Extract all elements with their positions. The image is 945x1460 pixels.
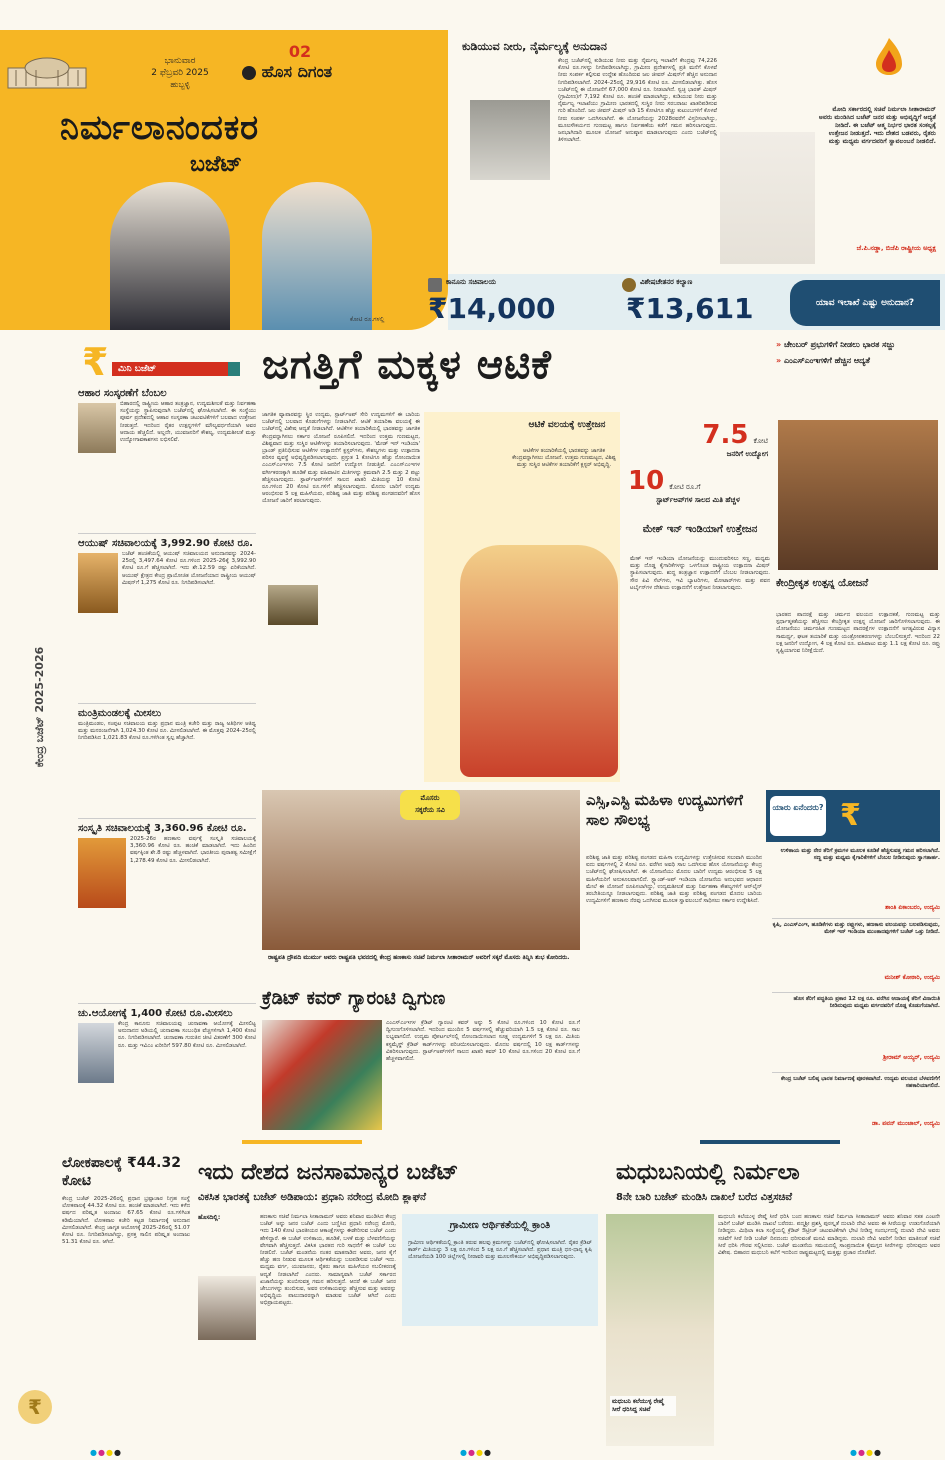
disability-icon: [622, 278, 636, 292]
print-dots: ●●●●: [460, 1448, 492, 1457]
bullet-icon: »: [776, 340, 784, 349]
print-dots: ●●●●: [90, 1448, 122, 1457]
reaction-item: [772, 848, 940, 919]
reactions-label: ಯಾರು ಏನೆಂದರು?: [770, 796, 826, 836]
stat1-value: 7.5: [702, 420, 749, 450]
scheme-body: ಭಾರತದ ಪಾದರಕ್ಷೆ ಮತ್ತು ಚರ್ಮದ ವಲಯದ ಉತ್ಪಾದಕತೆ, ಗುಣಮಟ್ಟ ಮತ್ತು ಸ್ಪರ್ಧಾತ್ಮಕತೆಯನ್ನು ಹೆಚ್ಚಿಸಲು ಕೇಂದ್ರೀಕೃತ ಉತ್ಪನ್ನ ಯೋಜನೆ ಜಾರಿಗೊಳಿಸಲಾಗುವುದು. ಈ ಯೋಜನೆಯು ಚರ್ಮರಹಿತ ಗುಣಮಟ್ಟದ ಪಾದರಕ್ಷೆಗಳ ಉತ್ಪಾದನೆಗೆ ಅಗತ್ಯವಿರುವ ವಿನ್ಯಾಸ ಸಾಮರ್ಥ್ಯ, ಘಟಕ ತಯಾರಿಕೆ ಮತ್ತು ಯಂತ್ರೋಪಕರಣಗಳನ್ನು ಬೆಂಬಲಿಸುತ್ತದೆ. ಇದರಿಂದ 22 ಲಕ್ಷ ಜನರಿಗೆ ಉದ್ಯೋಗ, 4 ಲಕ್ಷ ಕೋಟಿ ರೂ. ವಹಿವಾಟು ಮತ್ತು 1.1 ಲಕ್ಷ ಕೋಟಿ ರೂ. ರಫ್ತು ಸೃಷ್ಟಿಯಾಗುವ ನಿರೀಕ್ಷೆಯಿದೆ.: [776, 612, 940, 655]
bullet-text: ಚೇಂಬರ್ ಪ್ರಭುಗಳಿಗೆ ನೀಡಲು ಭಾರತ ಸಜ್ಜು: [783, 340, 895, 349]
date-label: 2 ಫೆಬ್ರವರಿ 2025: [151, 68, 209, 78]
side-bullets: [776, 340, 940, 366]
reaction-item: [772, 993, 940, 1073]
people-dateline: ಹೊಸದಿಲ್ಲಿ:: [198, 1214, 221, 1221]
water-tap-photo: [470, 100, 550, 180]
people-headline: ಇದು ದೇಶದ ಜನಸಾಮಾನ್ಯರ ಬಜೆಟ್: [198, 1160, 459, 1185]
mini-item: [78, 819, 256, 1004]
reaction-item: [772, 919, 940, 993]
mini-item: [78, 1004, 256, 1133]
mini-budget-tab: [228, 362, 240, 376]
people-body: ಹಣಕಾಸು ಸಚಿವೆ ನಿರ್ಮಲಾ ಸೀತಾರಾಮನ್ ಅವರು ಶನಿವಾರ ಮಂಡಿಸಿದ ಕೇಂದ್ರ ಬಜೆಟ್ ಅನ್ನು ಜನರ ಬಜೆಟ್ ಎಂದು ಬಣ್ಣಿಸಿದ ಪ್ರಧಾನಿ ನರೇಂದ್ರ ಮೋದಿ, ಇದು 140 ಕೋಟಿ ಭಾರತೀಯರ ಆಕಾಂಕ್ಷೆಗಳನ್ನು ಈಡೇರಿಸುವ ಬಜೆಟ್ ಎಂದು ಹೇಳಿದ್ದಾರೆ. ಈ ಬಜೆಟ್ ಉಳಿತಾಯ, ಹೂಡಿಕೆ, ಬಳಕೆ ಮತ್ತು ಬೆಳವಣಿಗೆಯನ್ನು ವೇಗವಾಗಿ ಹೆಚ್ಚಿಸುತ್ತದೆ. ವಿಕಸಿತ ಭಾರತದ ಗುರಿ ಸಾಧನೆಗೆ ಈ ಬಜೆಟ್ ಬಲ ನೀಡಲಿದೆ. ಬಜೆಟ್ ಮಂಡನೆಯ ನಂತರ ಮಾತನಾಡಿದ ಅವರು, ಜನರ ಕೈಗೆ ಹೆಚ್ಚು ಹಣ ನೀಡುವ ಮೂಲಕ ಆರ್ಥಿಕತೆಯನ್ನು ಬಲಪಡಿಸುವ ಬಜೆಟ್ ಇದು. ಮಧ್ಯಮ ವರ್ಗ, ಯುವಜನರು, ರೈತರು ಹಾಗೂ ಮಹಿಳೆಯರ ಸಬಲೀಕರಣಕ್ಕೆ ಆದ್ಯತೆ ನೀಡಲಾಗಿದೆ ಎಂದರು. ಸಾಮಾನ್ಯವಾಗಿ ಬಜೆಟ್ ಸರ್ಕಾರದ ಖಜಾನೆಯನ್ನು ತುಂಬಿಸುವತ್ತ ಗಮನ ಹರಿಸುತ್ತದೆ. ಆದರೆ ಈ ಬಜೆಟ್ ಜನರ ಜೇಬುಗಳನ್ನು ತುಂಬಿಸುವ, ಅವರ ಉಳಿತಾಯವನ್ನು ಹೆಚ್ಚಿಸುವ ಮತ್ತು ಅವರನ್ನು ಅಭಿವೃದ್ಧಿಯ ಪಾಲುದಾರರನ್ನಾಗಿ ಮಾಡುವ ಬಜೆಟ್ ಆಗಿದೆ ಎಂದು ಅಭಿಪ್ರಾಯಪಟ್ಟರು.: [260, 1214, 396, 1307]
lead-body: ಜಾಗತಿಕ ವ್ಯಾಪಾರವನ್ನು ಸ್ಥಿರ ಉದ್ಯಮ, ಸ್ಟಾರ್ಟ್‌ಅಪ್ ಸೇರಿ ಉದ್ಯಮಗಳಿಗೆ ಈ ಬಾರಿಯ ಬಜೆಟ್‌ನಲ್ಲಿ ಬಲವಾದ ಕೊಡುಗೆಗಳನ್ನು ನೀಡಲಾಗಿದೆ. ಆಟಿಕೆ ತಯಾರಿಕಾ ವಲಯಕ್ಕೆ ಈ ಬಜೆಟ್‌ನಲ್ಲಿ ವಿಶೇಷ ಆದ್ಯತೆ ನೀಡಲಾಗಿದೆ. ಆಟಿಕೆಗಳ ತಯಾರಿಕೆಯಲ್ಲಿ ಭಾರತವನ್ನು ಜಾಗತಿಕ ಕೇಂದ್ರವನ್ನಾಗಿಸಲು ಸರ್ಕಾರ ಯೋಜನೆ ರೂಪಿಸಲಿದೆ. ಇದರಿಂದ ಉತ್ತಮ ಗುಣಮಟ್ಟದ, ವಿಶಿಷ್ಟವಾದ ಮತ್ತು ಸುಸ್ಥಿರ ಆಟಿಕೆಗಳನ್ನು ತಯಾರಿಸಲಾಗುವುದು. 'ಮೇಡ್ ಇನ್ ಇಂಡಿಯಾ' ಬ್ರಾಂಡ್ ಪ್ರತಿನಿಧಿಸುವ ಆಟಿಕೆಗಳ ಉತ್ಪಾದನೆಗೆ ಕ್ಲಸ್ಟರ್‌ಗಳು, ಕೌಶಲ್ಯಗಳು ಮತ್ತು ಉತ್ಪಾದನಾ ಪರಿಸರ ವ್ಯವಸ್ಥೆ ಅಭಿವೃದ್ಧಿಪಡಿಸಲಾಗುವುದು. ಪ್ರಸ್ತುತ 1 ಕೋಟಿಗೂ ಹೆಚ್ಚು ನೋಂದಾಯಿತ ಎಂಎಸ್‌ಎಂಇಗಳು 7.5 ಕೋಟಿ ಜನರಿಗೆ ಉದ್ಯೋಗ ನೀಡುತ್ತಿವೆ. ಎಂಎಸ್‌ಎಂಇಗಳ ವರ್ಗೀಕರಣಕ್ಕಾಗಿ ಹೂಡಿಕೆ ಮತ್ತು ವಹಿವಾಟಿನ ಮಿತಿಗಳನ್ನು ಕ್ರಮವಾಗಿ 2.5 ಮತ್ತು 2 ಪಟ್ಟು ಹೆಚ್ಚಿಸಲಾಗುವುದು. ಸ್ಟಾರ್ಟ್‌ಅಪ್‌ಗಳಿಗೆ ಸಾಲದ ಖಾತರಿ ಮಿತಿಯನ್ನು 10 ಕೋಟಿ ರೂ.ಗಳಿಂದ 20 ಕೋಟಿ ರೂ.ಗಳಿಗೆ ಹೆಚ್ಚಿಸಲಾಗುವುದು. ಮೊದಲ ಬಾರಿಗೆ ಉದ್ಯಮ ಆರಂಭಿಸುವ 5 ಲಕ್ಷ ಮಹಿಳೆಯರು, ಪರಿಶಿಷ್ಟ ಜಾತಿ ಮತ್ತು ಪರಿಶಿಷ್ಟ ಪಂಗಡದವರಿಗೆ ಹೊಸ ಯೋಜನೆ ಜಾರಿಗೆ ತರಲಾಗುವುದು.: [262, 412, 420, 505]
top-story: [462, 40, 717, 268]
lead-headline: ಜಗತ್ತಿಗೆ ಮಕ್ಕಳ ಆಟಿಕೆ: [262, 342, 552, 388]
top-story-headline: ಕುಡಿಯುವ ನೀರು, ನೈರ್ಮಲ್ಯಕ್ಕೆ ಅನುದಾನ: [462, 40, 607, 53]
modi-small-photo: [198, 1276, 256, 1340]
paper-logo-icon: [242, 66, 256, 80]
mini-item: [78, 704, 256, 819]
allocations-callout: [790, 280, 940, 326]
mini-item-title: ಸಂಸ್ಕೃತಿ ಸಚಿವಾಲಯಕ್ಕೆ 3,360.96 ಕೋಟಿ ರೂ.: [78, 823, 247, 834]
coins-icon: ₹: [840, 798, 861, 833]
bullet-text: ಎಂಎಸ್‌ಎಂಇಗಳಿಗೆ ಹೆಚ್ಚಿನ ಆದ್ಯತೆ: [783, 356, 870, 365]
stat2-unit: ಕೋಟಿ ರೂ.ಗೆ: [669, 483, 701, 491]
ayush-photo: [78, 553, 118, 613]
reaction-item: [772, 1073, 940, 1133]
main-headline-sub: ಬಜೆಟ್: [190, 152, 243, 177]
mini-item-title: ಆಯುಷ್ ಸಚಿವಾಲಯಕ್ಕೆ 3,992.90 ಕೋಟಿ ರೂ.: [78, 538, 253, 549]
divider-blue: [700, 1140, 840, 1144]
reactions-list: [772, 848, 940, 1133]
mini-item-body: 2025-26ರ ಹಣಕಾಸು ವರ್ಷಕ್ಕೆ ಸಂಸ್ಕೃತಿ ಸಚಿವಾಲಯಕ್ಕೆ 3,360.96 ಕೋಟಿ ರೂ. ಹಂಚಿಕೆ ಮಾಡಲಾಗಿದೆ. ಇದು ಹಿಂದಿನ ವರ್ಷಕ್ಕಿಂತ ಶೇ.8 ರಷ್ಟು ಹೆಚ್ಚಳವಾಗಿದೆ. ಭಾರತೀಯ ಪುರಾತತ್ವ ಸಮೀಕ್ಷೆಗೆ 1,278.49 ಕೋಟಿ ರೂ. ಮೀಸಲಿಡಲಾಗಿದೆ.: [130, 836, 256, 864]
photo-tag: [400, 790, 460, 820]
side-vertical-label: ಕೇಂದ್ರ ಬಜೆಟ್ 2025-2026: [33, 646, 46, 768]
credit-headline: ಕ್ರೆಡಿಟ್ ಕವರ್ ಗ್ಯಾರಂಟಿ ದ್ವಿಗುಣ: [262, 988, 446, 1009]
city-label: ಹುಬ್ಬಳ್ಳಿ: [170, 80, 190, 89]
law-ministry-value: ₹14,000: [428, 292, 556, 325]
culture-photo: [78, 838, 126, 908]
stat1-unit: ಕೋಟಿ: [753, 437, 768, 445]
paper-title: ಹೊಸ ದಿಗಂತ: [261, 62, 333, 81]
nadda-quote: [720, 36, 940, 264]
people-subhead: ವಿಕಸಿತ ಭಾರತಕ್ಕೆ ಬಜೆಟ್ ಅಡಿಪಾಯ: ಪ್ರಧಾನಿ ನರೇಂದ್ರ ಮೋದಿ ಶ್ಲಾಘನೆ: [198, 1192, 427, 1203]
paper-name: [242, 62, 332, 82]
bullet-item: [776, 340, 940, 350]
reaction-text: ಉಳಿತಾಯ ಮತ್ತು ನೇರ ತೆರಿಗೆ ಕ್ರಮಗಳ ಮೂಲಕ ಕೂಡಿಕೆ ಹೆಚ್ಚಿಸುವತ್ತ ಗಮನ ಹರಿಸಲಾಗಿದೆ. ಸಣ್ಣ ಮತ್ತು ಮಧ್ಯಮ ಕೈಗಾರಿಕೆಗಳಿಗೆ ಬೆಂಬಲ ನೀಡಿರುವುದು ಸ್ವಾಗತಾರ್ಹ.: [780, 848, 940, 862]
stat2-label: ಸ್ಟಾರ್ಟ್‌ಅಪ್‌ಗಳ ಸಾಲದ ಮಿತಿ ಹೆಚ್ಚಳ: [656, 496, 740, 504]
stat1-label: ಜನರಿಗೆ ಉದ್ಯೋಗ: [726, 450, 768, 458]
allocations-unit: ಕೋಟಿ ರೂ.ಗಳಲ್ಲಿ: [350, 316, 385, 323]
photo-tag1: ಮೊಸರು: [420, 794, 440, 802]
day-label: ಭಾನುವಾರ: [164, 56, 196, 66]
mini-budget-label: ಮಿನಿ ಬಜೆಟ್: [112, 362, 228, 376]
stat1: [628, 420, 768, 459]
madhubani-headline: ಮಧುಬನಿಯಲ್ಲಿ ನಿರ್ಮಲಾ: [616, 1160, 800, 1185]
stat2-value: 10: [628, 466, 665, 496]
madhubani-subhead: 8ನೇ ಬಾರಿ ಬಜೆಟ್ ಮಂಡಿಸಿ ದಾಖಲೆ ಬರೆದ ವಿತ್ತಸಚಿವೆ: [616, 1192, 793, 1203]
scst-headline: ಎಸ್ಸಿ,ಎಸ್ಟಿ ಮಹಿಳಾ ಉದ್ಯಮಿಗಳಿಗೆ ಸಾಲ ಸೌಲಭ್ಯ: [586, 791, 743, 829]
parliament-icon: [6, 50, 88, 92]
reaction-text: ಹೊಸ ತೆರಿಗೆ ಪದ್ಧತಿಯ ಪ್ರಕಾರ 12 ಲಕ್ಷ ರೂ. ವರೆಗಿನ ಆದಾಯಕ್ಕೆ ತೆರಿಗೆ ವಿನಾಯಿತಿ ನೀಡಿರುವುದು ಮಧ್ಯಮ ವರ್ಗದವರಿಗೆ ದೊಡ್ಡ ಕೊಡುಗೆಯಾಗಿದೆ.: [793, 996, 940, 1010]
reaction-author: ಮನೀಶ್ ಕೋಠಾರಿ, ಉದ್ಯಮಿ: [884, 974, 940, 981]
nadda-photo: [720, 132, 815, 264]
lokpal-headline: ಲೋಕಪಾಲಕ್ಕೆ ₹44.32 ಕೋಟಿ: [62, 1155, 181, 1189]
disability-label: ವಿಶೇಷಚೇತನರ ಕಲ್ಯಾಣ: [640, 278, 693, 286]
main-headline: ನಿರ್ಮಲಾನಂದಕರ: [60, 108, 260, 148]
mini-budget-column: [78, 388, 256, 1133]
reaction-text: ಕೇಂದ್ರ ಬಜೆಟ್ ಬಲಿಷ್ಠ ಭಾರತ ನಿರ್ಮಾಣಕ್ಕೆ ಪೂರಕವಾಗಿದೆ. ಉದ್ಯಮ ವಲಯದ ಬೆಳವಣಿಗೆಗೆ ಸಹಕಾರಿಯಾಗಲಿದೆ.: [780, 1076, 940, 1090]
rural-body: ಗ್ರಾಮೀಣ ಆರ್ಥಿಕತೆಯಲ್ಲಿ ಕ್ರಾಂತಿ ತರುವ ಹಲವು ಕ್ರಮಗಳನ್ನು ಬಜೆಟ್‌ನಲ್ಲಿ ಘೋಷಿಸಲಾಗಿದೆ. ರೈತರ ಕ್ರೆಡಿಟ್ ಕಾರ್ಡ್ ಮಿತಿಯನ್ನು 3 ಲಕ್ಷ ರೂ.ಗಳಿಂದ 5 ಲಕ್ಷ ರೂ.ಗೆ ಹೆಚ್ಚಿಸಲಾಗಿದೆ. ಪ್ರಧಾನ ಮಂತ್ರಿ ಧನ-ಧಾನ್ಯ ಕೃಷಿ ಯೋಜನೆಯಡಿ 100 ಜಿಲ್ಲೆಗಳಲ್ಲಿ ನೀರಾವರಿ ಮತ್ತು ಮೂಲಸೌಕರ್ಯ ಅಭಿವೃದ್ಧಿಪಡಿಸಲಾಗುವುದು.: [408, 1240, 592, 1261]
rupee-icon: ₹: [82, 340, 109, 384]
disability-value: ₹13,611: [626, 292, 754, 325]
mini-item-body: ಕೇಂದ್ರ ಕಾನೂನು ಸಚಿವಾಲಯವು ಚುನಾವಣಾ ಆಯೋಗಕ್ಕೆ ಮೀಸಲಿಟ್ಟ ಅನುದಾನದ ಅಡಿಯಲ್ಲಿ ಚುನಾವಣಾ ಸಂಬಂಧಿತ ವೆಚ್ಚಗಳಿಗಾಗಿ 1,400 ಕೋಟಿ ರೂ. ನಿಗದಿಪಡಿಸಲಾಗಿದೆ. ಚುನಾವಣಾ ಗುರುತಿನ ಚೀಟಿ ವಿತರಣೆಗೆ 300 ಕೋಟಿ ರೂ. ಮತ್ತು ಇವಿಎಂ ಖರೀದಿಗೆ 597.80 ಕೋಟಿ ರೂ. ಮೀಸಲಿಡಲಾಗಿದೆ.: [118, 1021, 256, 1049]
toy-box-title: ಆಟಿಕೆ ವಲಯಕ್ಕೆ ಉತ್ತೇಜನ: [528, 420, 606, 430]
make-in-india-body: ಮೇಕ್ ಇನ್ ಇಂಡಿಯಾ ಯೋಜನೆಯನ್ನು ಮುಂದುವರಿಸಲು ಸಣ್ಣ, ಮಧ್ಯಮ ಮತ್ತು ದೊಡ್ಡ ಕೈಗಾರಿಕೆಗಳನ್ನು ಒಳಗೊಂಡ ರಾಷ್ಟ್ರೀಯ ಉತ್ಪಾದನಾ ಮಿಷನ್ ಸ್ಥಾಪಿಸಲಾಗುವುದು. ಶುದ್ಧ ತಂತ್ರಜ್ಞಾನ ಉತ್ಪಾದನೆಗೆ ಬೆಂಬಲ ನೀಡಲಾಗುವುದು. ಸೌರ ಪಿವಿ ಸೆಲ್‌ಗಳು, ಇವಿ ಬ್ಯಾಟರಿಗಳು, ಮೋಟಾರ್‌ಗಳು ಮತ್ತು ಪವನ ಟರ್ಬೈನ್‌ಗಳ ದೇಶೀಯ ಉತ್ಪಾದನೆಗೆ ಉತ್ತೇಜನ ನೀಡಲಾಗುವುದು.: [630, 556, 770, 591]
stat2: [628, 466, 768, 505]
photo-tag2: ಸಕ್ಕರೆಯ ಸವಿ: [415, 806, 445, 814]
law-ministry-icon: [428, 278, 442, 292]
quote-author: ಜೆ.ಪಿ.ನಡ್ಡಾ, ಬಿಜೆಪಿ ರಾಷ್ಟ್ರೀಯ ಅಧ್ಯಕ್ಷ: [856, 244, 936, 252]
bullet-item: [776, 356, 940, 366]
mini-item: [78, 388, 256, 534]
lokpal-body: ಕೇಂದ್ರ ಬಜೆಟ್ 2025-26ರಲ್ಲಿ ಪ್ರಧಾನ ಭ್ರಷ್ಟಾಚಾರ ನಿಗ್ರಹ ಸಂಸ್ಥೆ ಲೋಕಪಾಲಕ್ಕೆ 44.32 ಕೋಟಿ ರೂ. ಹಂಚಿಕೆ ಮಾಡಲಾಗಿದೆ. ಇದು ಕಳೆದ ವರ್ಷದ ಪರಿಷ್ಕೃತ ಅಂದಾಜು 67.65 ಕೋಟಿ ರೂ.ಗಳಿಗಿಂತ ಕಡಿಮೆಯಾಗಿದೆ. ಲೋಕಪಾಲ ಕಚೇರಿ ಕಟ್ಟಡ ನಿರ್ಮಾಣಕ್ಕೆ ಅನುದಾನ ಮೀಸಲಿಡಲಾಗಿದೆ. ಕೇಂದ್ರ ಜಾಗೃತ ಆಯೋಗಕ್ಕೆ 2025-26ರಲ್ಲಿ 51.07 ಕೋಟಿ ರೂ. ನಿಗದಿಪಡಿಸಲಾಗಿದ್ದು, ಪ್ರಸಕ್ತ ಸಾಲಿನ ಪರಿಷ್ಕೃತ ಅಂದಾಜು 51.31 ಕೋಟಿ ರೂ. ಆಗಿದೆ.: [62, 1196, 190, 1246]
mini-item: [78, 534, 256, 704]
photo-caption: ರಾಷ್ಟ್ರಪತಿ ದ್ರೌಪದಿ ಮುರ್ಮು ಅವರು ರಾಷ್ಟ್ರಪತಿ ಭವನದಲ್ಲಿ ಕೇಂದ್ರ ಹಣಕಾಸು ಸಚಿವೆ ನಿರ್ಮಲಾ ಸೀತಾರಾಮನ್ ಅವರಿಗೆ ಸಕ್ಕರೆ ಮೊಸರು ತಿನ್ನಿಸಿ ಶುಭ ಕೋರಿದರು.: [268, 954, 570, 961]
rupee-coin-icon: ₹: [18, 1390, 52, 1424]
mini-item-title: ಮಂತ್ರಿಮಂಡಲಕ್ಕೆ ಮೀಸಲು: [78, 708, 162, 719]
mini-item-body: ಬಿಹಾರದಲ್ಲಿ ರಾಷ್ಟ್ರೀಯ ಆಹಾರ ತಂತ್ರಜ್ಞಾನ, ಉದ್ಯಮಶೀಲತೆ ಮತ್ತು ನಿರ್ವಹಣಾ ಸಂಸ್ಥೆಯನ್ನು ಸ್ಥಾಪಿಸುವುದಾಗಿ ಬಜೆಟ್‌ನಲ್ಲಿ ಘೋಷಿಸಲಾಗಿದೆ. ಈ ಸಂಸ್ಥೆಯು ಪೂರ್ವ ಪ್ರದೇಶದಲ್ಲಿ ಆಹಾರ ಸಂಸ್ಕರಣಾ ಚಟುವಟಿಕೆಗಳಿಗೆ ಬಲವಾದ ಉತ್ತೇಜನ ನೀಡುತ್ತದೆ. ಇದರಿಂದ ರೈತರ ಉತ್ಪನ್ನಗಳಿಗೆ ಮೌಲ್ಯವರ್ಧನೆಯಾಗಿ ಅವರ ಆದಾಯ ಹೆಚ್ಚಲಿದೆ. ಅಲ್ಲದೇ, ಯುವಜನರಿಗೆ ಕೌಶಲ್ಯ, ಉದ್ಯಮಶೀಲತೆ ಮತ್ತು ಉದ್ಯೋಗಾವಕಾಶಗಳು ಲಭಿಸಲಿವೆ.: [120, 401, 256, 444]
food-photo: [78, 403, 116, 453]
masthead-date: [140, 55, 220, 91]
callout-text: ಯಾವ ಇಲಾಖೆ ಎಷ್ಟು ಅನುದಾನ?: [815, 298, 915, 308]
reaction-author: ಶ್ರೀರಾಮ್ ಅಯ್ಯರ್, ಉದ್ಯಮಿ: [882, 1054, 940, 1061]
scst-body: ಪರಿಶಿಷ್ಟ ಜಾತಿ ಮತ್ತು ಪರಿಶಿಷ್ಟ ಪಂಗಡದ ಮಹಿಳಾ ಉದ್ಯಮಿಗಳನ್ನು ಉತ್ತೇಜಿಸುವ ಸಲುವಾಗಿ ಮುಂದಿನ ಐದು ವರ್ಷಗಳಲ್ಲಿ 2 ಕೋಟಿ ರೂ. ವರೆಗಿನ ಅವಧಿ ಸಾಲ ಒದಗಿಸುವ ಹೊಸ ಯೋಜನೆಯನ್ನು ಕೇಂದ್ರ ಬಜೆಟ್‌ನಲ್ಲಿ ಘೋಷಿಸಲಾಗಿದೆ. ಈ ಯೋಜನೆಯು ಮೊದಲ ಬಾರಿಗೆ ಉದ್ಯಮ ಆರಂಭಿಸುವ 5 ಲಕ್ಷ ಮಹಿಳೆಯರಿಗೆ ಅನುಕೂಲವಾಗಲಿದೆ. ಸ್ಟ್ಯಾಂಡ್-ಅಪ್ ಇಂಡಿಯಾ ಯೋಜನೆಯ ಅನುಭವದ ಆಧಾರದ ಮೇಲೆ ಈ ಯೋಜನೆ ರೂಪಿಸಲಾಗಿದ್ದು, ಉದ್ಯಮಶೀಲತೆ ಮತ್ತು ನಿರ್ವಹಣಾ ಕೌಶಲ್ಯಗಳಿಗೆ ಆನ್‌ಲೈನ್ ತರಬೇತಿಯನ್ನೂ ನೀಡಲಾಗುವುದು. ಪರಿಶಿಷ್ಟ ಜಾತಿ ಮತ್ತು ಪರಿಶಿಷ್ಟ ಪಂಗಡದ ಮೊದಲ ಬಾರಿಯ ಉದ್ಯಮಿಗಳಿಗೆ ಹಣಕಾಸು ನೆರವು ಒದಗಿಸುವ ಮೂಲಕ ಸ್ವಾವಲಂಬನೆ ಸಾಧಿಸಲು ಸರ್ಕಾರ ಉದ್ದೇಶಿಸಿದೆ.: [586, 855, 762, 905]
page-number: 02: [288, 42, 312, 61]
scheme-title: ಕೇಂದ್ರೀಕೃತ ಉತ್ಪನ್ನ ಯೋಜನೆ: [776, 578, 869, 589]
leather-workers-photo: [778, 420, 938, 570]
credit-body: ಎಂಎಸ್‌ಎಂಇಗಳ ಕ್ರೆಡಿಟ್ ಗ್ಯಾರಂಟಿ ಕವರ್ ಅನ್ನು 5 ಕೋಟಿ ರೂ.ಗಳಿಂದ 10 ಕೋಟಿ ರೂ.ಗೆ ದ್ವಿಗುಣಗೊಳಿಸಲಾಗಿದೆ. ಇದರಿಂದ ಮುಂದಿನ 5 ವರ್ಷಗಳಲ್ಲಿ ಹೆಚ್ಚುವರಿಯಾಗಿ 1.5 ಲಕ್ಷ ಕೋಟಿ ರೂ. ಸಾಲ ಲಭ್ಯವಾಗಲಿದೆ. ಉದ್ಯಮ ಪೋರ್ಟಲ್‌ನಲ್ಲಿ ನೋಂದಾಯಿಸಲಾದ ಸೂಕ್ಷ್ಮ ಉದ್ಯಮಗಳಿಗೆ 5 ಲಕ್ಷ ರೂ. ಮಿತಿಯ ಕಸ್ಟಮೈಸ್ಡ್ ಕ್ರೆಡಿಟ್ ಕಾರ್ಡ್‌ಗಳನ್ನು ಪರಿಚಯಿಸಲಾಗುವುದು. ಮೊದಲ ವರ್ಷದಲ್ಲಿ 10 ಲಕ್ಷ ಕಾರ್ಡ್‌ಗಳನ್ನು ವಿತರಿಸಲಾಗುವುದು. ಸ್ಟಾರ್ಟ್‌ಅಪ್‌ಗಳಿಗೆ ಸಾಲದ ಖಾತರಿ ಕವರ್ 10 ಕೋಟಿ ರೂ.ಗಳಿಂದ 20 ಕೋಟಿ ರೂ.ಗೆ ಹೆಚ್ಚಳವಾಗಲಿದೆ.: [386, 1020, 580, 1063]
madhubani-caption: ಮಧುಬನಿ ಕಲೆಯುಳ್ಳ ರೇಷ್ಮೆ ಸೀರೆ ಧರಿಸಿದ್ದ ಸಚಿವೆ: [610, 1396, 676, 1416]
flame-icon: [872, 36, 906, 76]
evm-photo: [78, 1023, 114, 1083]
law-ministry-label: ಕಾನೂನು ಸಚಿವಾಲಯ: [446, 278, 496, 286]
make-in-india-title: ಮೇಕ್ ಇನ್ ಇಂಡಿಯಾಗೆ ಉತ್ತೇಜನ: [642, 524, 758, 535]
toy-dolls-photo: [460, 545, 618, 777]
toy-camera-photo: [268, 585, 318, 625]
toy-box-body: ಆಟಿಕೆಗಳ ತಯಾರಿಕೆಯಲ್ಲಿ ಭಾರತವನ್ನು ಜಾಗತಿಕ ಕೇಂದ್ರವನ್ನಾಗಿಸಲು ಯೋಜನೆ. ಉತ್ತಮ ಗುಣಮಟ್ಟದ, ವಿಶಿಷ್ಟ ಮತ್ತು ಸುಸ್ಥಿರ ಆಟಿಕೆಗಳ ತಯಾರಿಕೆಗೆ ಕ್ಲಸ್ಟರ್ ಅಭಿವೃದ್ಧಿ.: [512, 448, 616, 469]
top-story-body: ಕೇಂದ್ರ ಬಜೆಟ್‌ನಲ್ಲಿ ಕುಡಿಯುವ ನೀರು ಮತ್ತು ನೈರ್ಮಲ್ಯ ಇಲಾಖೆಗೆ ಕೇಂದ್ರವು 74,226 ಕೋಟಿ ರೂ.ಗಳನ್ನು ನಿಗದಿಪಡಿಸಲಾಗಿದ್ದು, ಗ್ರಾಮೀಣ ಪ್ರದೇಶಗಳಲ್ಲಿ ಪ್ರತಿ ಮನೆಗೆ ಕೊಳವೆ ನೀರು ಸಂಪರ್ಕ ಕಲ್ಪಿಸುವ ಉದ್ದೇಶ ಹೊಂದಿರುವ ಜಲ ಜೀವನ್ ಮಿಷನ್‌ಗೆ ಹೆಚ್ಚಿನ ಅನುದಾನ ನಿಗದಿಪಡಿಸಲಾಗಿದೆ. 2024-25ರಲ್ಲಿ 29,916 ಕೋಟಿ ರೂ. ಮೀಸಲಿಡಲಾಗಿತ್ತು. ಹೊಸ ಬಜೆಟ್‌ನಲ್ಲಿ ಈ ಯೋಜನೆಗೆ 67,000 ಕೋಟಿ ರೂ. ನೀಡಲಾಗಿದೆ. ಸ್ವಚ್ಛ ಭಾರತ್ ಮಿಷನ್ (ಗ್ರಾಮೀಣ)ಗೆ 7,192 ಕೋಟಿ ರೂ. ಹಂಚಿಕೆ ಮಾಡಲಾಗಿದ್ದು, ಕುಡಿಯುವ ನೀರು ಮತ್ತು ನೈರ್ಮಲ್ಯ ಇಲಾಖೆಯು ಗ್ರಾಮೀಣ ಭಾರತದಲ್ಲಿ ಸುಸ್ಥಿರ ನೀರು ಸರಬರಾಜು ಖಾತರಿಪಡಿಸುವ ಗುರಿ ಹೊಂದಿದೆ. ಜಲ ಜೀವನ್ ಮಿಷನ್ ಅಡಿ 15 ಕೋಟಿಗೂ ಹೆಚ್ಚು ಕುಟುಂಬಗಳಿಗೆ ಕೊಳವೆ ನೀರು ಸಂಪರ್ಕ ಒದಗಿಸಲಾಗಿದೆ. ಈ ಯೋಜನೆಯನ್ನು 2028ರವರೆಗೆ ವಿಸ್ತರಿಸಲಾಗಿದ್ದು, ಮೂಲಸೌಕರ್ಯದ ಗುಣಮಟ್ಟ ಹಾಗೂ ನಿರ್ವಹಣೆಯ ಕಡೆಗೆ ಗಮನ ಹರಿಸಲಾಗುವುದು. ಜನಭಾಗಿದಾರಿ ಮೂಲಕ ಯೋಜನೆ ಅನುಷ್ಠಾನ ಮಾಡಲಾಗುವುದು ಎಂದು ಬಜೆಟ್‌ನಲ್ಲಿ ತಿಳಿಸಲಾಗಿದೆ.: [558, 58, 717, 144]
mini-item-title: ಆಹಾರ ಸಂಸ್ಕರಣೆಗೆ ಬೆಂಬಲ: [78, 388, 167, 399]
bullet-icon: »: [776, 356, 784, 365]
mini-item-body: ಮಂತ್ರಿಮಂಡಲ, ಸಂಪುಟ ಸಚಿವಾಲಯ ಮತ್ತು ಪ್ರಧಾನ ಮಂತ್ರಿ ಕಚೇರಿ ಮತ್ತು ರಾಜ್ಯ ಅತಿಥಿಗಳ ಆತಿಥ್ಯ ಮತ್ತು ಮನರಂಜನೆಗಾಗಿ 1,024.30 ಕೋಟಿ ರೂ. ಮೀಸಲಿಡಲಾಗಿದೆ. ಈ ಮೊತ್ತವು 2024-25ರಲ್ಲಿ ನಿಗದಿಪಡಿಸಿದ 1,021.83 ಕೋಟಿ ರೂ.ಗಳಿಗಿಂತ ಸ್ವಲ್ಪ ಹೆಚ್ಚಾಗಿದೆ.: [78, 721, 256, 742]
rural-title: ಗ್ರಾಮೀಣ ಆರ್ಥಿಕತೆಯಲ್ಲಿ ಕ್ರಾಂತಿ: [449, 1220, 551, 1231]
print-dots: ●●●●: [850, 1448, 882, 1457]
reaction-text: ಕೃಷಿ, ಎಂಎಸ್‌ಎಂಇ, ಹೂಡಿಕೆಗಳು ಮತ್ತು ರಫ್ತುಗಳು, ಹಣಕಾಸು ವಲಯವನ್ನು ಬಲಪಡಿಸುವುದು, ಮೇಕ್ ಇನ್ ಇಂಡಿಯಾ ಮುಂತಾದವುಗಳಿಗೆ ಬಜೆಟ್ ಒತ್ತು ನೀಡಿದೆ.: [772, 922, 940, 936]
mini-item-title: ಚು.ಆಯೋಗಕ್ಕೆ 1,400 ಕೋಟಿ ರೂ.ಮೀಸಲು: [78, 1008, 233, 1019]
credit-card-photo: [262, 1020, 382, 1130]
mini-item-body: ಬಜೆಟ್ ಹಂಚಿಕೆಯಲ್ಲಿ ಆಯುಷ್ ಸಚಿವಾಲಯದ ಅನುದಾನವನ್ನು 2024-25ರಲ್ಲಿ 3,497.64 ಕೋಟಿ ರೂ.ಗಳಿಂದ 2025-26ಕ್ಕೆ 3,992.90 ಕೋಟಿ ರೂ.ಗೆ ಹೆಚ್ಚಿಸಲಾಗಿದೆ. ಇದು ಶೇ.12.59 ರಷ್ಟು ಏರಿಕೆಯಾಗಿದೆ. ಆಯುಷ್ ಕ್ಷೇತ್ರದ ಕೇಂದ್ರ ಪ್ರಾಯೋಜಿತ ಯೋಜನೆಯಾದ ರಾಷ್ಟ್ರೀಯ ಆಯುಷ್ ಮಿಷನ್‌ಗೆ 1,275 ಕೋಟಿ ರೂ. ನಿಗದಿಪಡಿಸಲಾಗಿದೆ.: [122, 551, 256, 586]
quote-text: ಮೋದಿ ಸರ್ಕಾರದಲ್ಲಿ ಸಚಿವೆ ನಿರ್ಮಲಾ ಸೀತಾರಾಮನ್ ಅವರು ಮಂಡಿಸಿದ ಬಜೆಟ್ ಜನರ ಮತ್ತು ಅಭಿವೃದ್ಧಿಗೆ ಆದ್ಯತೆ ನೀಡಿದೆ. ಈ ಬಜೆಟ್ ಆತ್ಮ ನಿರ್ಭರ ಭಾರತ ಸಂಕಲ್ಪಕ್ಕೆ ಉತ್ತೇಜನ ನೀಡುತ್ತದೆ. ಇದು ದೇಶದ ಬಡವರು, ರೈತರು ಮತ್ತು ಮಧ್ಯಮ ವರ್ಗದವರಿಗೆ ಸ್ವಾವಲಂಬನೆ ನೀಡಲಿದೆ.: [818, 106, 936, 145]
reaction-author: ಡಾ. ಪವನ್ ಮುಂಜಾಲ್, ಉದ್ಯಮಿ: [872, 1120, 940, 1127]
reaction-author: ಶಾಂತಿ ಏಕಾಂಬರಂ, ಉದ್ಯಮಿ: [885, 904, 940, 911]
modi-photo: [110, 182, 230, 330]
madhubani-body: ಮಧುಬನಿ ಕಲೆಯುಳ್ಳ ರೇಷ್ಮೆ ಸೀರೆ ಧರಿಸಿ ಬಂದ ಹಣಕಾಸು ಸಚಿವೆ ನಿರ್ಮಲಾ ಸೀತಾರಾಮನ್ ಅವರು ಶನಿವಾರ ಸತತ ಎಂಟನೇ ಬಾರಿಗೆ ಬಜೆಟ್ ಮಂಡಿಸಿ ದಾಖಲೆ ಬರೆದರು. ಪದ್ಮಶ್ರೀ ಪ್ರಶಸ್ತಿ ಪುರಸ್ಕೃತೆ ದುಲಾರಿ ದೇವಿ ಅವರು ಈ ಸೀರೆಯನ್ನು ಉಡುಗೊರೆಯಾಗಿ ನೀಡಿದ್ದರು. ಮಿಥಿಲಾ ಕಲಾ ಸಂಸ್ಥೆಯಲ್ಲಿ ಕ್ರೆಡಿಟ್ ಔಟ್ರೀಚ್ ಚಟುವಟಿಕೆಗಾಗಿ ಭೇಟಿ ನೀಡಿದ್ದ ಸಂದರ್ಭದಲ್ಲಿ ದುಲಾರಿ ದೇವಿ ಅವರು ಸಚಿವೆಗೆ ಸೀರೆ ನೀಡಿ ಬಜೆಟ್ ದಿನದಂದು ಧರಿಸುವಂತೆ ಮನವಿ ಮಾಡಿದ್ದರು. ದುಲಾರಿ ದೇವಿ ಅವರಿಗೆ ನೀಡಿದ ಮಾತಿನಂತೆ ಸಚಿವೆ ಸೀರೆ ಧರಿಸಿ ಗೌರವ ಸಲ್ಲಿಸಿದರು. ಬಜೆಟ್ ಮಂಡನೆಯ ಸಮಯದಲ್ಲಿ ಸಾಂಪ್ರದಾಯಿಕ ಕೈಮಗ್ಗದ ಸೀರೆಗಳನ್ನು ಧರಿಸುವುದು ಅವರ ವಿಶೇಷ. ಬಿಹಾರದ ಮಧುಬನಿ ಕಲೆಗೆ ಇದರಿಂದ ರಾಷ್ಟ್ರಮಟ್ಟದಲ್ಲಿ ಮತ್ತಷ್ಟು ಪ್ರಚಾರ ದೊರೆತಿದೆ.: [718, 1214, 940, 1257]
divider-yellow: [242, 1140, 362, 1144]
nirmala-photo: [262, 182, 372, 330]
